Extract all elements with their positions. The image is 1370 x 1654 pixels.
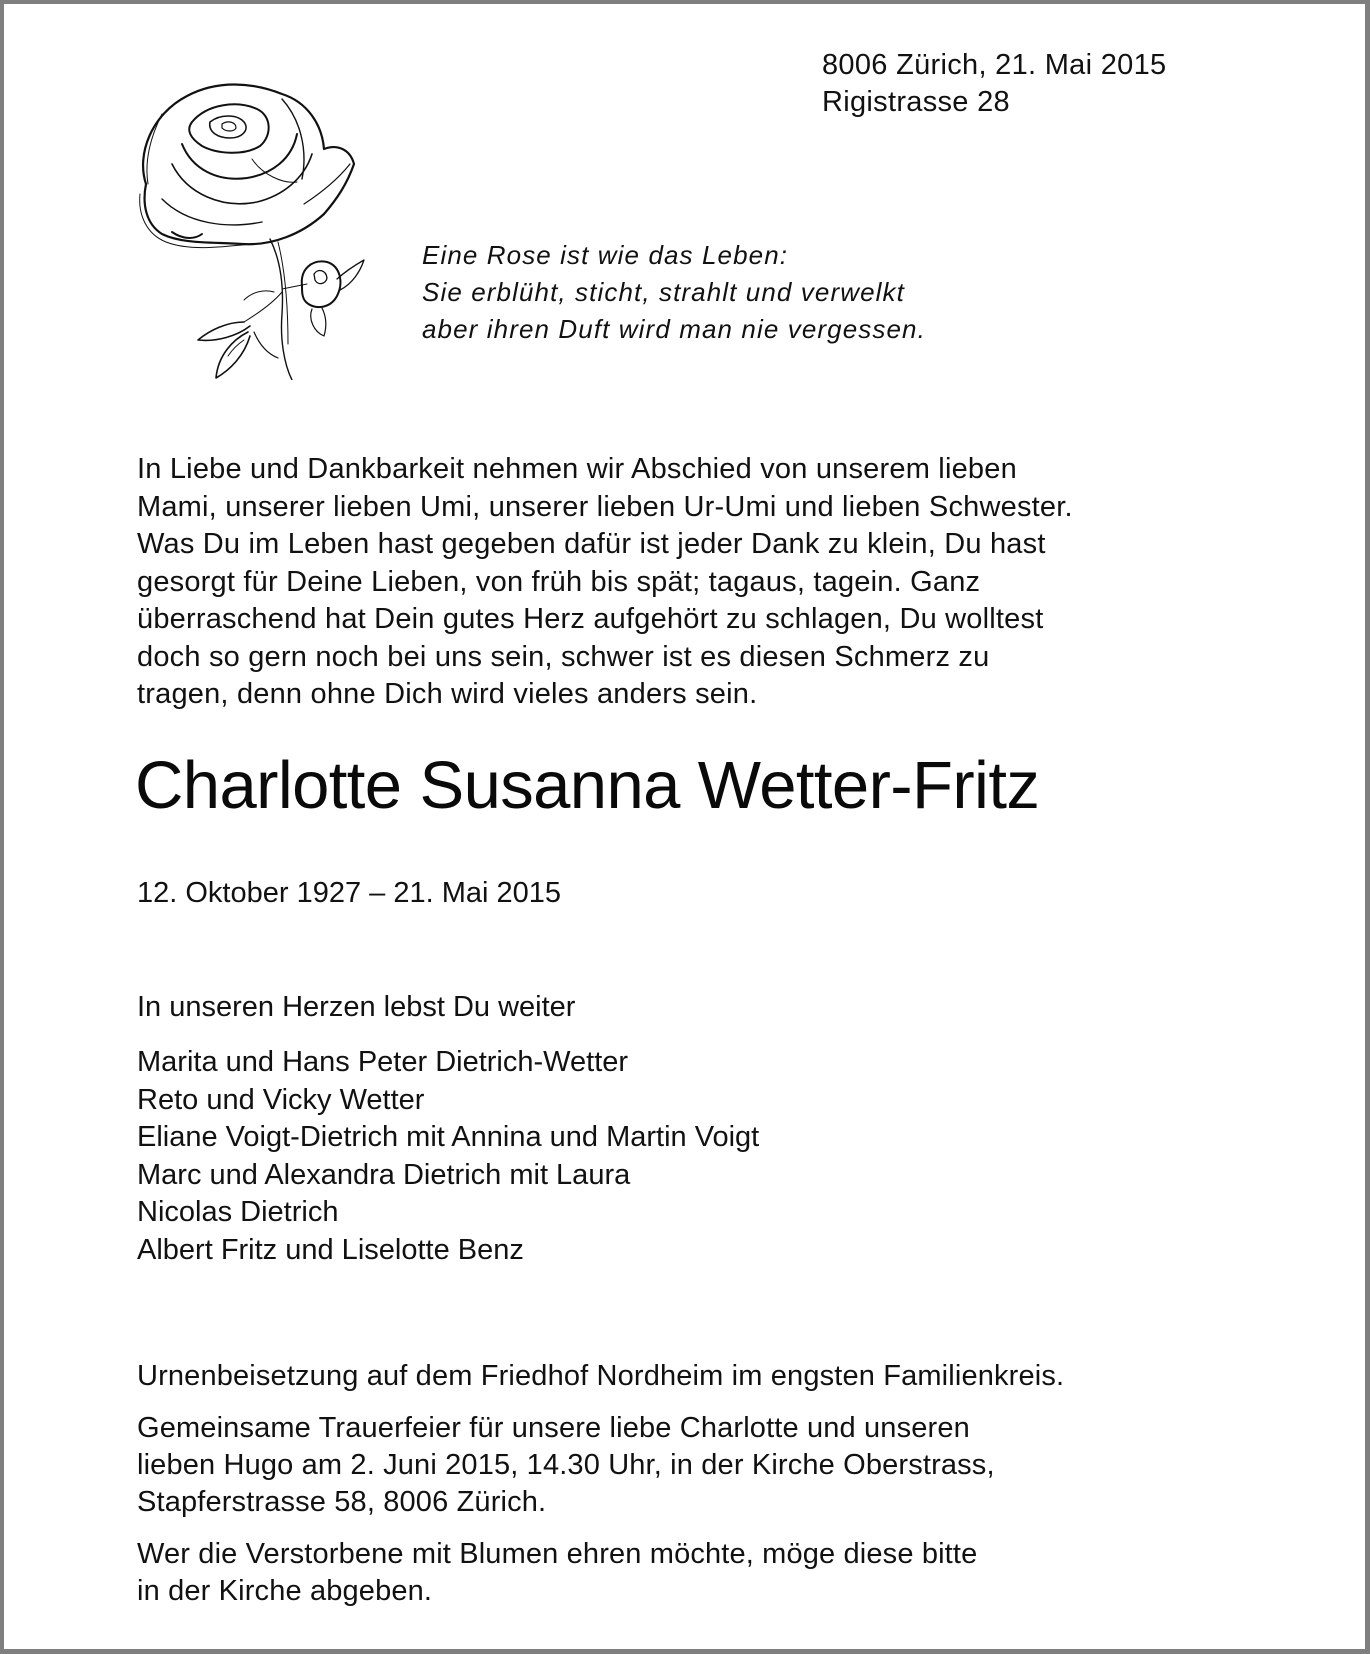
life-dates: 12. Oktober 1927 – 21. Mai 2015 (137, 877, 562, 909)
notice-line: Wer die Verstorbene mit Blumen ehren möchte, möge diese bitte (137, 1538, 978, 1570)
service-notice (137, 1410, 1064, 1521)
burial-notice (137, 1358, 1064, 1395)
notices (137, 1358, 1064, 1625)
rose-drawing-icon (132, 74, 392, 380)
street-address: Rigistrasse 28 (822, 86, 1010, 118)
farewell-line: gesorgt für Deine Lieben, von früh bis spät; tagaus, tagein. Ganz (137, 565, 981, 598)
notice-line: Urnenbeisetzung auf dem Friedhof Nordheim im engsten Familienkreis. (137, 1360, 1065, 1392)
mourner-item: Marc und Alexandra Dietrich mit Laura (137, 1158, 631, 1191)
farewell-line: Was Du im Leben hast gegeben dafür ist jeder Dank zu klein, Du hast (137, 528, 1046, 560)
quote-line: Eine Rose ist wie das Leben: (422, 240, 789, 270)
header-address (822, 47, 1166, 121)
farewell-line: doch so gern noch bei uns sein, schwer ist es diesen Schmerz zu (137, 640, 990, 673)
mourner-item: Marita und Hans Peter Dietrich-Wetter (137, 1046, 629, 1078)
quote-line: aber ihren Duft wird man nie vergessen. (422, 314, 926, 344)
notice-line: in der Kirche abgeben. (137, 1575, 433, 1607)
notice-line: lieben Hugo am 2. Juni 2015, 14.30 Uhr, in der Kirche Oberstrass, (137, 1449, 995, 1481)
deceased-name: Charlotte Susanna Wetter-Fritz (135, 748, 1040, 823)
mourner-item: Reto und Vicky Wetter (137, 1083, 425, 1116)
farewell-line: Mami, unserer lieben Umi, unserer lieben Ur-Umi und lieben Schwester. (137, 490, 1073, 523)
farewell-line: überraschend hat Dein gutes Herz aufgehört zu schlagen, Du wolltest (137, 603, 1044, 635)
farewell-line: In Liebe und Dankbarkeit nehmen wir Abschied von unserem lieben (137, 453, 1017, 485)
obituary-page (4, 4, 1365, 1649)
rose-quote (422, 237, 926, 348)
flowers-notice (137, 1536, 1064, 1610)
motto: In unseren Herzen lebst Du weiter (137, 991, 576, 1023)
farewell-paragraph (137, 451, 1257, 714)
notice-line: Gemeinsame Trauerfeier für unsere liebe Charlotte und unseren (137, 1412, 970, 1444)
quote-line: Sie erblüht, sticht, strahlt und verwelkt (422, 277, 905, 307)
mourners-list (137, 1044, 759, 1269)
farewell-line: tragen, denn ohne Dich wird vieles anders sein. (137, 678, 758, 710)
mourner-item: Albert Fritz und Liselotte Benz (137, 1233, 524, 1266)
mourner-item: Eliane Voigt-Dietrich mit Annina und Martin Voigt (137, 1121, 760, 1153)
mourner-item: Nicolas Dietrich (137, 1196, 339, 1228)
notice-line: Stapferstrasse 58, 8006 Zürich. (137, 1486, 547, 1518)
place-date: 8006 Zürich, 21. Mai 2015 (822, 49, 1167, 81)
